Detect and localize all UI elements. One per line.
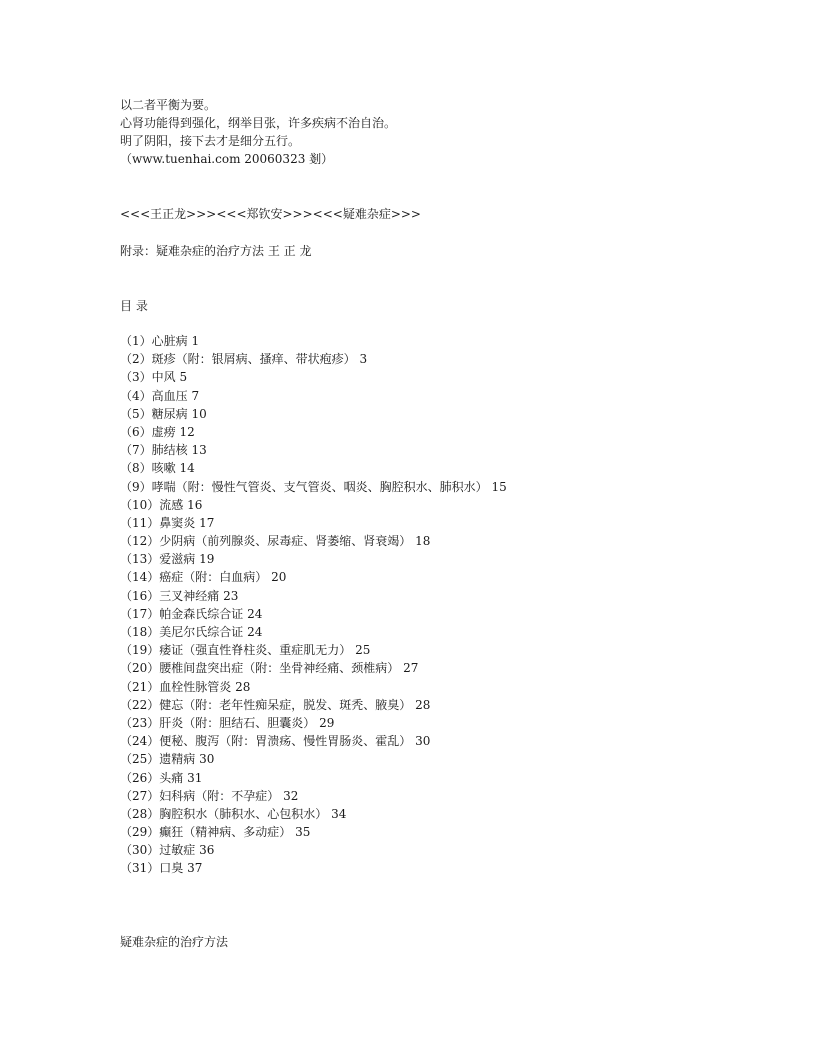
toc-item: （1）心脏病 1	[120, 334, 200, 348]
intro-line: 以二者平衡为要。	[120, 98, 217, 112]
toc-item: （25）遗精病 30	[120, 752, 215, 767]
toc-item: （19）痿证（强直性脊柱炎、重症肌无力） 25	[120, 643, 371, 658]
toc-item: （10）流感 16	[120, 497, 203, 512]
nav-links[interactable]: <<<王正龙>>><<<郑钦安>>><<<疑难杂症>>>	[120, 207, 421, 221]
toc-item: （14）癌症（附：白血病） 20	[120, 570, 287, 585]
toc-item: （29）癫狂（精神病、多动症） 35	[120, 825, 311, 840]
toc-title: 目 录	[120, 299, 148, 313]
toc-item: （26）头痛 31	[120, 770, 203, 785]
toc-item: （9）哮喘（附：慢性气管炎、支气管炎、咽炎、胸腔积水、肺积水） 15	[120, 479, 507, 494]
toc-item: （16）三叉神经痛 23	[120, 588, 239, 603]
toc-item: （17）帕金森氏综合证 24	[120, 606, 263, 621]
intro-line: 明了阴阳，接下去才是细分五行。	[120, 134, 301, 148]
table-of-contents	[120, 332, 507, 878]
source-citation: （www.tuenhai.com 20060323 剗）	[120, 152, 334, 166]
toc-item: （12）少阴病（前列腺炎、尿毒症、肾萎缩、肾衰竭） 18	[120, 534, 431, 549]
toc-item: （23）肝炎（附：胆结石、胆囊炎） 29	[120, 715, 335, 730]
toc-item: （6）虚痨 12	[120, 424, 195, 439]
toc-item: （5）糖尿病 10	[120, 406, 207, 421]
toc-item: （2）斑疹（附：银屑病、搔痒、带状疱疹） 3	[120, 352, 368, 367]
toc-item: （11）鼻窦炎 17	[120, 515, 215, 530]
intro-paragraph	[120, 96, 720, 168]
toc-item: （13）爱滋病 19	[120, 552, 215, 567]
intro-line: 心肾功能得到强化，纲举目张，许多疾病不治自治。	[120, 116, 397, 130]
toc-item: （7）肺结核 13	[120, 443, 207, 458]
toc-item: （4）高血压 7	[120, 388, 200, 403]
toc-item: （27）妇科病（附：不孕症） 32	[120, 788, 299, 803]
toc-item: （30）过敏症 36	[120, 843, 215, 858]
toc-item: （20）腰椎间盘突出症（附：坐骨神经痛、颈椎病） 27	[120, 661, 419, 676]
toc-item: （28）胸腔积水（肺积水、心包积水） 34	[120, 806, 347, 821]
toc-item: （18）美尼尔氏综合证 24	[120, 625, 263, 639]
toc-item: （24）便秘、腹泻（附：胃溃疡、慢性胃肠炎、霍乱） 30	[120, 734, 431, 749]
section-title: 疑难杂症的治疗方法	[120, 935, 229, 949]
toc-item: （22）健忘（附：老年性痴呆症，脱发、斑秃、腋臭） 28	[120, 697, 431, 712]
appendix-title: 附录：疑难杂症的治疗方法 王 正 龙	[120, 244, 312, 258]
toc-item: （31）口臭 37	[120, 861, 203, 876]
toc-item: （8）咳嗽 14	[120, 461, 195, 476]
toc-item: （21）血栓性脉管炎 28	[120, 679, 251, 694]
toc-item: （3）中风 5	[120, 370, 188, 385]
